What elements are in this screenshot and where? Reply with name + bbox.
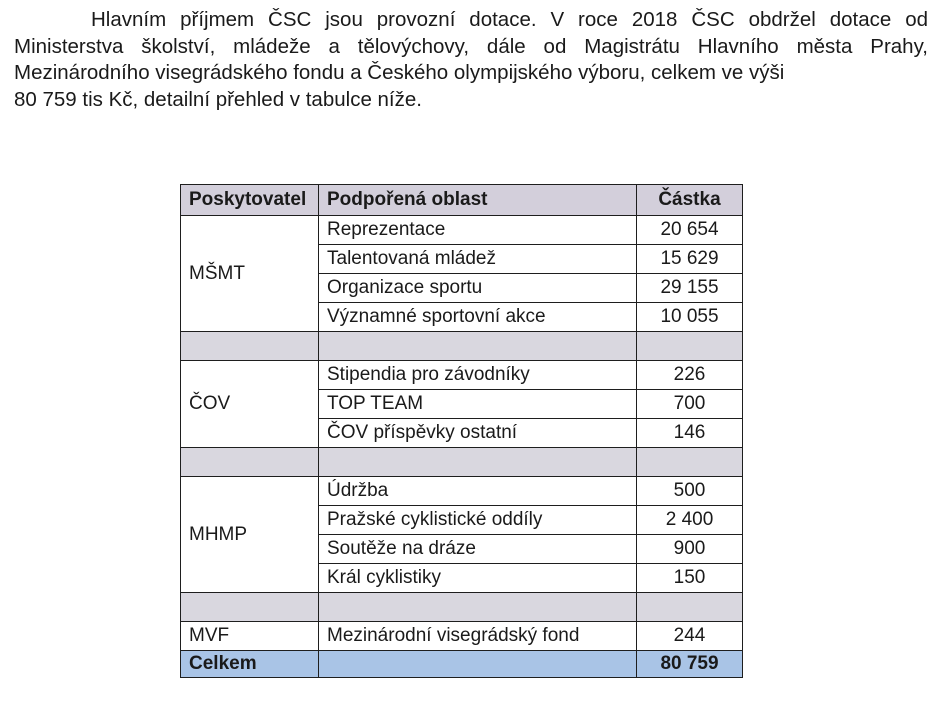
- provider-cell: MHMP: [181, 477, 319, 593]
- amount-cell: 29 155: [637, 274, 743, 303]
- area-cell: Mezinárodní visegrádský fond: [319, 622, 637, 651]
- amount-cell: 15 629: [637, 245, 743, 274]
- total-amount: 80 759: [637, 651, 743, 678]
- amount-cell: 700: [637, 390, 743, 419]
- area-cell: ČOV příspěvky ostatní: [319, 419, 637, 448]
- header-area: Podpořená oblast: [319, 185, 637, 216]
- table-header-row: [181, 185, 743, 216]
- amount-cell: 244: [637, 622, 743, 651]
- total-label: Celkem: [181, 651, 319, 678]
- area-cell: Pražské cyklistické oddíly: [319, 506, 637, 535]
- area-cell: Významné sportovní akce: [319, 303, 637, 332]
- paragraph-line: Hlavním příjmem ČSC jsou provozní dotace. V roce 2018 ČSC obdržel dotace od: [91, 8, 928, 31]
- area-cell: Talentovaná mládež: [319, 245, 637, 274]
- paragraph-line: Mezinárodního visegrádského fondu a Českého olympijského výboru, celkem ve výši: [14, 61, 785, 84]
- table-row: [181, 361, 743, 390]
- intro-paragraph: [14, 7, 928, 113]
- paragraph-line: Ministerstva školství, mládeže a tělovýchovy, dále od Magistrátu Hlavního města Prahy,: [14, 34, 928, 58]
- table-row: [181, 622, 743, 651]
- total-row: [181, 651, 743, 678]
- table-row: [181, 477, 743, 506]
- area-cell: Král cyklistiky: [319, 564, 637, 593]
- spacer-row: [181, 448, 743, 477]
- amount-cell: 226: [637, 361, 743, 390]
- table-row: [181, 216, 743, 245]
- amount-cell: 500: [637, 477, 743, 506]
- provider-cell: MŠMT: [181, 216, 319, 332]
- spacer-row: [181, 332, 743, 361]
- amount-cell: 900: [637, 535, 743, 564]
- area-cell: Údržba: [319, 477, 637, 506]
- amount-cell: 146: [637, 419, 743, 448]
- area-cell: Stipendia pro závodníky: [319, 361, 637, 390]
- area-cell: Soutěže na dráze: [319, 535, 637, 564]
- header-amount: Částka: [637, 185, 743, 216]
- area-cell: Organizace sportu: [319, 274, 637, 303]
- area-cell: Reprezentace: [319, 216, 637, 245]
- paragraph-line: 80 759 tis Kč, detailní přehled v tabulce níže.: [14, 87, 422, 111]
- total-empty-cell: [319, 651, 637, 678]
- header-provider: Poskytovatel: [181, 185, 319, 216]
- spacer-row: [181, 593, 743, 622]
- provider-cell: ČOV: [181, 361, 319, 448]
- amount-cell: 10 055: [637, 303, 743, 332]
- grants-table: [180, 184, 743, 678]
- area-cell: TOP TEAM: [319, 390, 637, 419]
- amount-cell: 2 400: [637, 506, 743, 535]
- provider-cell: MVF: [181, 622, 319, 651]
- amount-cell: 20 654: [637, 216, 743, 245]
- amount-cell: 150: [637, 564, 743, 593]
